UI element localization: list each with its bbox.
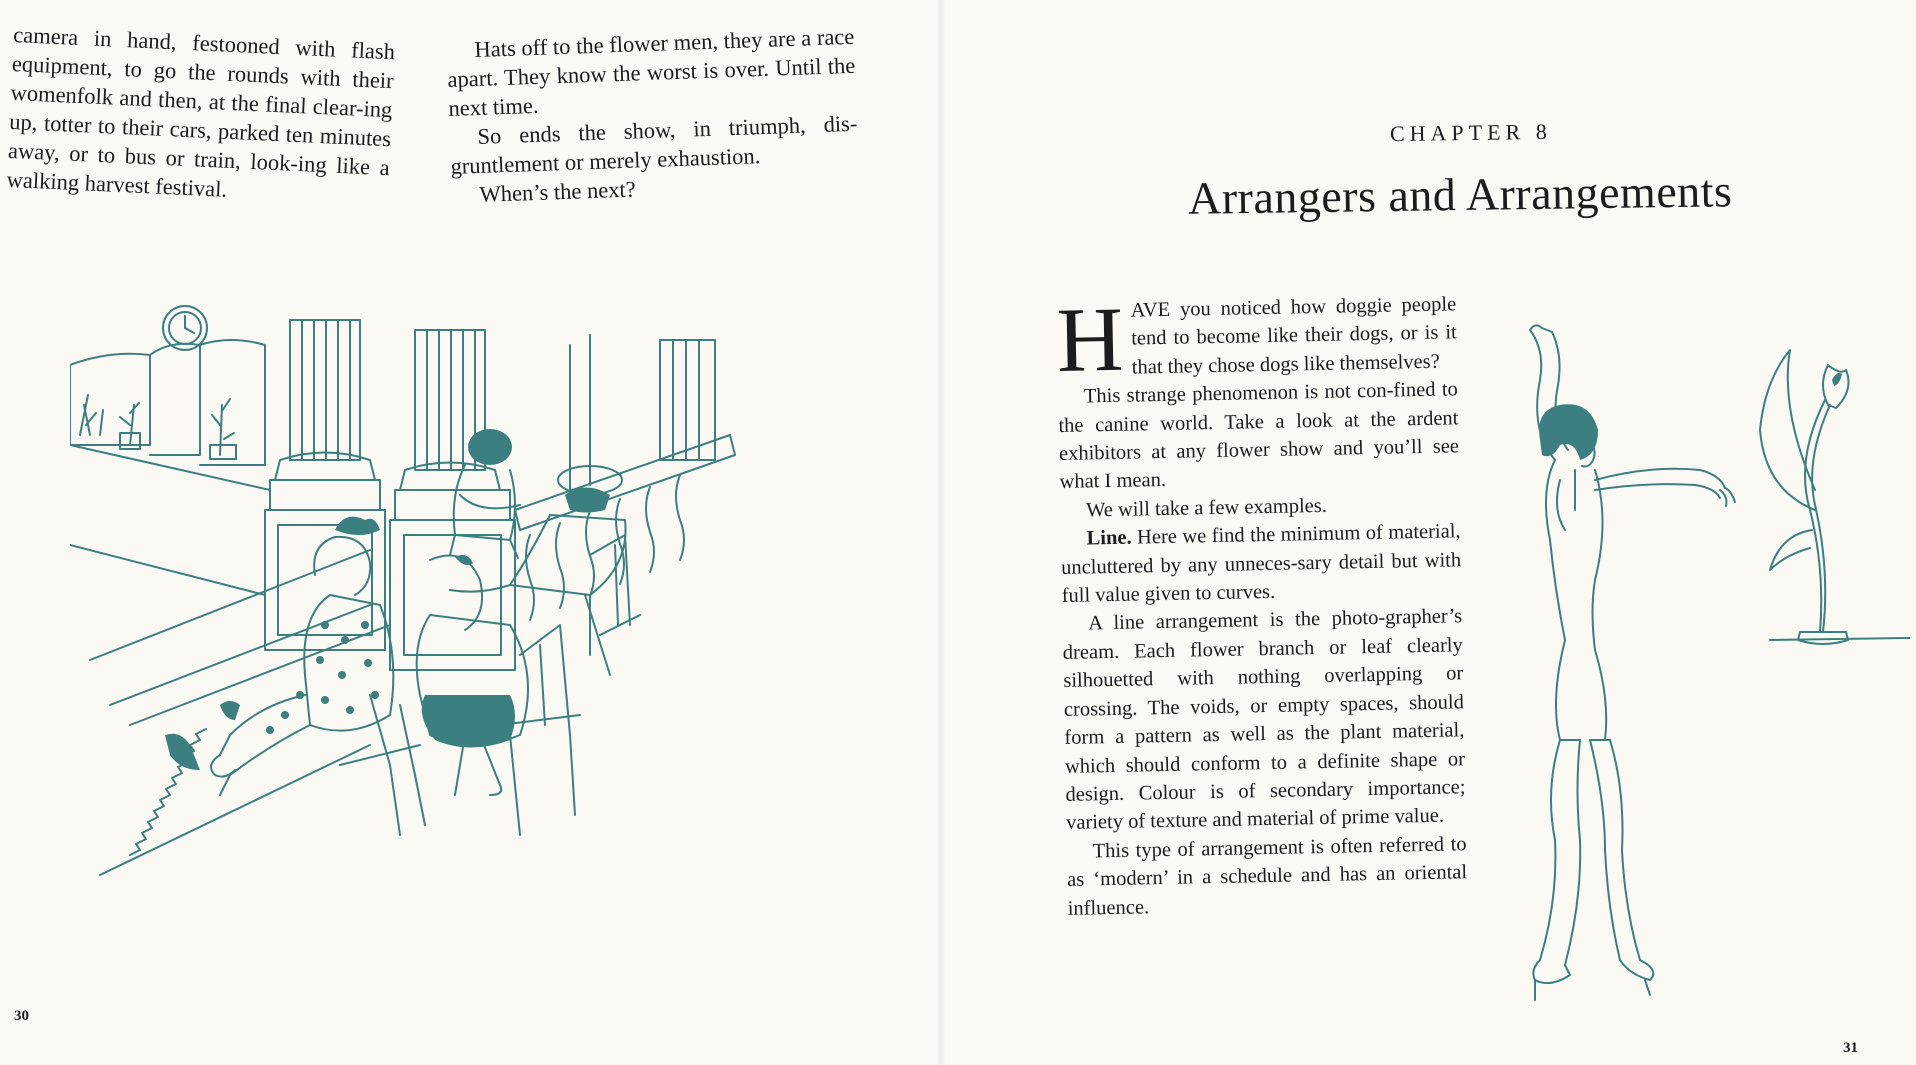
left-page-number: 30: [14, 1008, 29, 1024]
chapter-label: CHAPTER 8: [1389, 118, 1552, 147]
drop-cap: H: [1055, 287, 1125, 391]
chapter-opening-paragraph: [1055, 287, 1458, 391]
left-column-1-text: camera in hand, festooned with flash equipment, to go the rounds with their womenfolk and then, at the final clear-ing up, totter to their cars, parked ten minutes away, or to bus or train, look-ing like a walking harvest festival.: [6, 21, 396, 202]
left-page: [0, 0, 940, 1065]
paragraph-2: This strange phenomenon is not con-fined to the canine world. Take a look at the ardent exhibitors at any flower show and you’ll see what I mean.: [1058, 378, 1460, 494]
line-heading: Line.: [1086, 526, 1132, 550]
chapter-title: Arrangers and Arrangements: [1187, 165, 1733, 224]
opening-paragraph-text: AVE you noticed how doggie people tend to become like their dogs, or is it that they chose dogs like themselves?: [1130, 293, 1457, 379]
left-column-2-para-3: When’s the next?: [479, 176, 637, 207]
chapter-body: [1055, 287, 1468, 923]
dancing-woman-line-arrangement-illustration: [1480, 320, 1910, 1020]
paragraph-3: We will take a few examples.: [1085, 494, 1328, 522]
left-column-2-para-2: So ends the show, in triumph, dis-gruntlement or merely exhaustion.: [450, 110, 858, 179]
paragraph-6: This type of arrangement is often referred to as ‘modern’ in a schedule and has an oriental influence.: [1066, 832, 1468, 920]
left-column-2-para-1: Hats off to the flower men, they are a race apart. They know the worst is over. Until the next time.: [447, 23, 856, 121]
paragraph-5: A line arrangement is the photo-grapher’s dream. Each flower branch or leaf clearly silhouetted with nothing overlapping or crossing. The voids, or empty spaces, should form a pattern as well as the plant material, which should conform to a definite shape or design. Colour is of secondary importance; variety of texture and material of prime value.: [1062, 605, 1466, 835]
left-column-2: [446, 22, 860, 210]
right-page-number: 31: [1843, 1040, 1858, 1056]
left-column-1: [6, 20, 395, 211]
flower-show-hall-illustration: [70, 295, 770, 955]
line-paragraph-text: Here we find the minimum of material, uncluttered by any unneces-sary detail but with full value given to curves.: [1060, 520, 1462, 608]
paragraph-line: [1060, 518, 1462, 611]
